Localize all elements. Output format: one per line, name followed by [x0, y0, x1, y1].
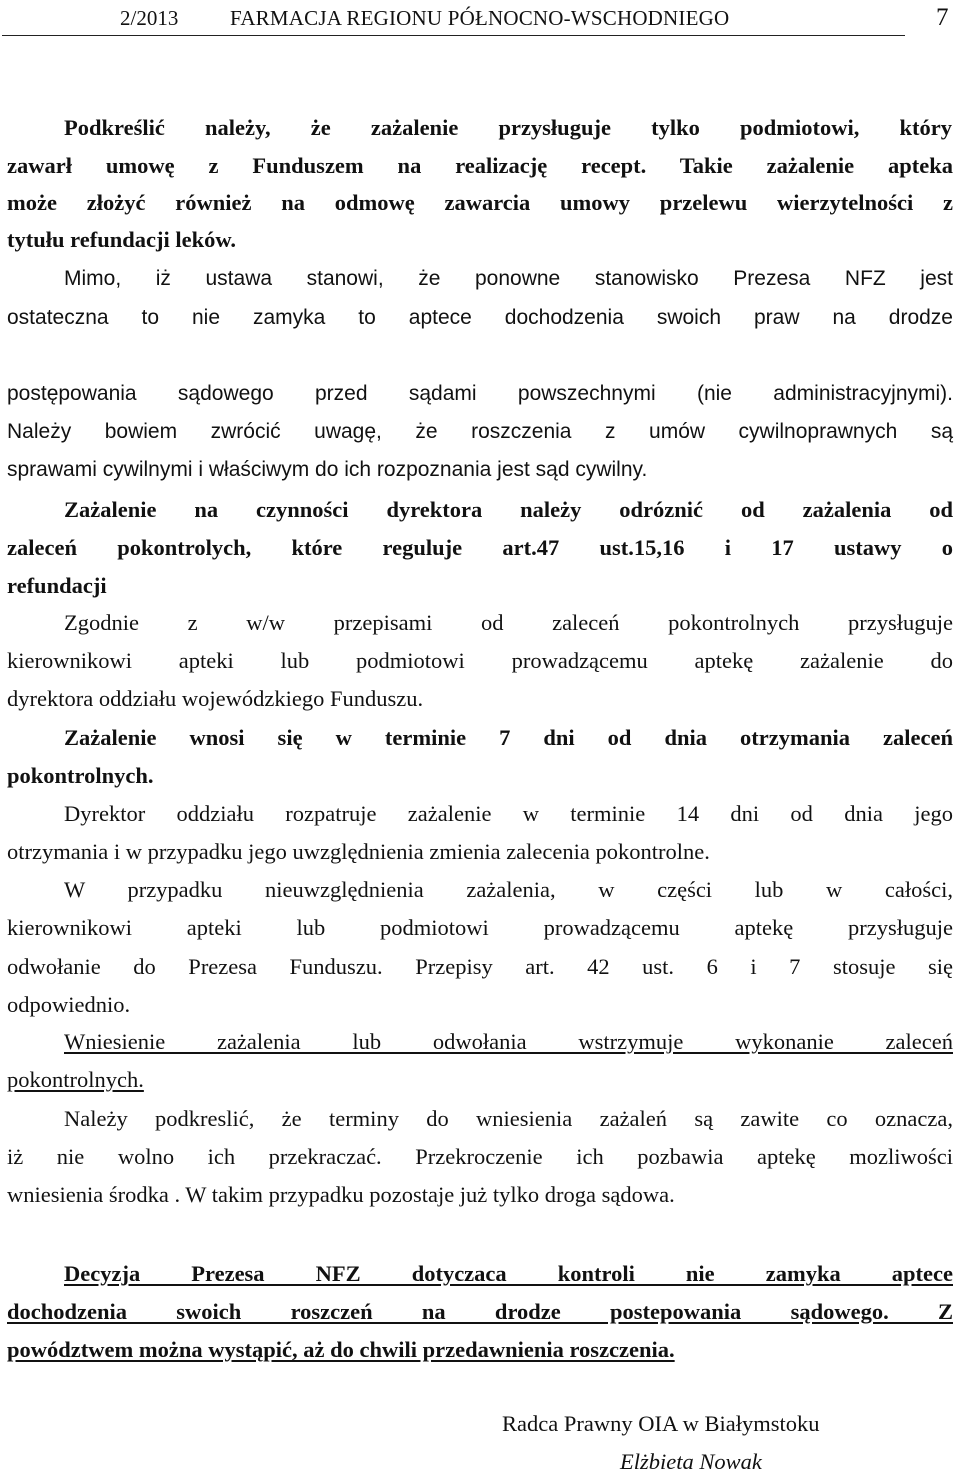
- text-line: refundacji: [7, 573, 107, 598]
- text-line: pokontrolnych.: [7, 1067, 144, 1092]
- text-line: iż nie wolno ich przekraczać. Przekroczenie ich pozbawia aptekę mozliwości: [7, 1144, 953, 1169]
- text-line: kierownikowi apteki lub podmiotowi prowadzącemu aptekę przysługuje: [7, 915, 953, 940]
- journal-title: FARMACJA REGIONU PÓŁNOCNO-WSCHODNIEGO: [230, 6, 730, 30]
- page-header: [0, 0, 960, 38]
- text-line: dochodzenia swoich roszczeń na drodze postepowania sądowego. Z: [7, 1299, 953, 1324]
- text-line: dyrektora oddziału wojewódzkiego Funduszu.: [7, 686, 424, 711]
- text-line: wniesienia środka . W takim przypadku pozostaje już tylko droga sądowa.: [7, 1182, 675, 1207]
- text-line: tytułu refundacji leków.: [7, 227, 236, 252]
- text-line: zaleceń pokontrolych, które reguluje art.47 ust.15,16 i 17 ustawy o: [7, 535, 953, 560]
- issue-number: 2/2013: [120, 6, 179, 30]
- text-line: Zażalenie na czynności dyrektora należy odróznić od zażalenia od: [64, 497, 953, 522]
- text-line: Mimo, iż ustawa stanowi, że ponowne stanowisko Prezesa NFZ jest: [64, 267, 953, 290]
- text-line: odwołanie do Prezesa Funduszu. Przepisy art. 42 ust. 6 i 7 stosuje się: [7, 954, 953, 979]
- text-line: sprawami cywilnymi i właściwym do ich rozpoznania jest sąd cywilny.: [7, 458, 648, 481]
- text-line: Zgodnie z w/w przepisami od zaleceń pokontrolnych przysługuje: [64, 610, 953, 635]
- text-line: kierownikowi apteki lub podmiotowi prowadzącemu aptekę zażalenie do: [7, 648, 953, 673]
- page-number: 7: [936, 4, 949, 31]
- text-line: Należy bowiem zwrócić uwagę, że roszczenia z umów cywilnoprawnych są: [7, 420, 953, 443]
- text-line: powództwem można wystąpić, aż do chwili przedawnienia roszczenia.: [7, 1337, 675, 1362]
- text-line: zawarł umowę z Funduszem na realizację recept. Takie zażalenie apteka: [7, 153, 953, 178]
- text-line: może złożyć również na odmowę zawarcia umowy przelewu wierzytelności z: [7, 190, 953, 215]
- text-line: Podkreślić należy, że zażalenie przysługuje tylko podmiotowi, który: [64, 115, 952, 140]
- text-line: Dyrektor oddziału rozpatruje zażalenie w terminie 14 dni od dnia jego: [64, 801, 953, 826]
- text-line: Wniesienie zażalenia lub odwołania wstrzymuje wykonanie zaleceń: [64, 1029, 953, 1054]
- text-line: Należy podkreslić, że terminy do wniesienia zażaleń są zawite co oznacza,: [64, 1106, 953, 1131]
- text-line: Decyzja Prezesa NFZ dotyczaca kontroli nie zamyka aptece: [64, 1261, 953, 1286]
- text-line: ostateczna to nie zamyka to aptece dochodzenia swoich praw na drodze: [7, 306, 953, 329]
- author-role: Radca Prawny OIA w Białymstoku: [502, 1411, 820, 1436]
- author-name: Elżbieta Nowak: [620, 1449, 762, 1474]
- text-line: odpowiednio.: [7, 992, 131, 1017]
- text-line: pokontrolnych.: [7, 763, 154, 788]
- text-line: Zażalenie wnosi się w terminie 7 dni od dnia otrzymania zaleceń: [64, 725, 953, 750]
- text-line: W przypadku nieuwzględnienia zażalenia, w części lub w całości,: [64, 877, 953, 902]
- text-line: otrzymania i w przypadku jego uwzględnienia zmienia zalecenia pokontrolne.: [7, 839, 710, 864]
- text-line: postępowania sądowego przed sądami powszechnymi (nie administracyjnymi).: [7, 382, 953, 405]
- header-rule: [2, 35, 905, 36]
